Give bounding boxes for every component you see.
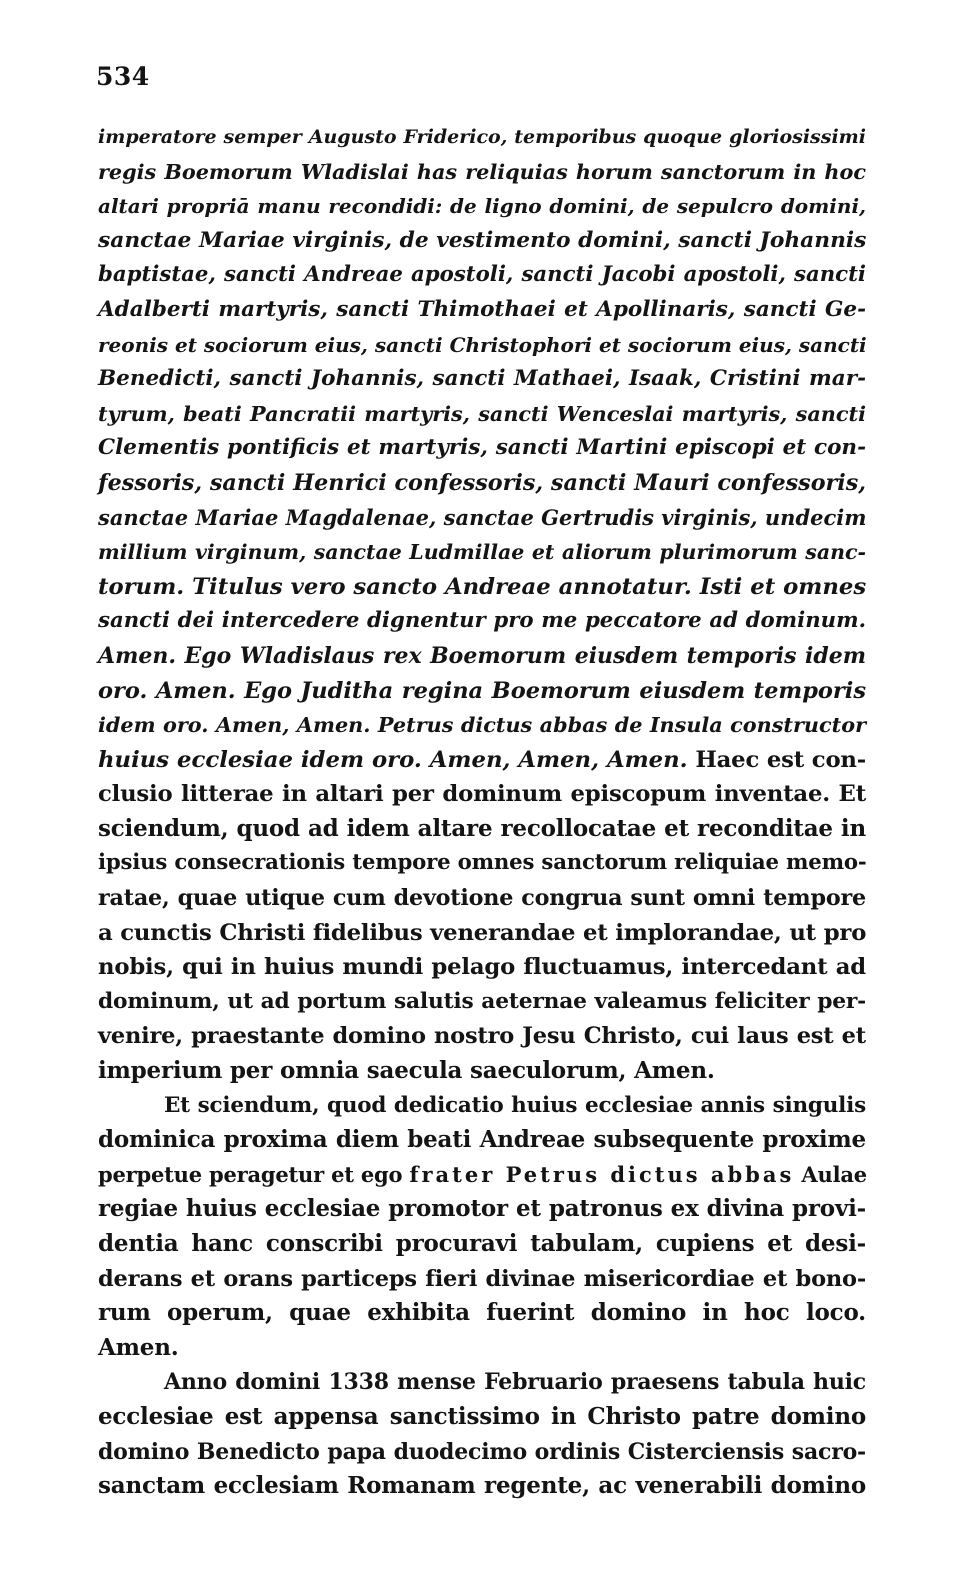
- italic-text-segment: baptistae, sancti Andreae apostoli, sancti Jacobi apostoli, sancti: [98, 262, 866, 288]
- text-line: [98, 674, 866, 709]
- page-number: 534: [96, 62, 150, 91]
- text-line: [98, 777, 866, 812]
- text-line: [98, 639, 866, 674]
- text-line: [98, 1192, 866, 1227]
- text-line: [98, 1089, 866, 1124]
- text-line: [98, 466, 866, 501]
- text-segment: rum operum, quae exhibita fuerint domino in hoc loco.: [98, 1299, 866, 1327]
- text-segment: clusio litterae in altari per dominum episcopum inventae. Et: [98, 781, 866, 808]
- text-line: [98, 1400, 866, 1435]
- text-line: [98, 224, 866, 259]
- text-line: [98, 1158, 866, 1193]
- text-line: [98, 431, 866, 466]
- text-line: [98, 812, 866, 847]
- italic-text-segment: Clementis pontificis et martyris, sancti Martini episcopi et con-: [98, 435, 866, 461]
- text-segment: sciendum, quod ad idem altare recollocatae et reconditae in: [98, 814, 866, 842]
- italic-text-segment: sancti dei intercedere dignentur pro me peccatore ad dominum.: [98, 608, 866, 634]
- italic-text-segment: fessoris, sancti Henrici confessoris, sancti Mauri confessoris,: [98, 469, 866, 496]
- text-segment: dominum, ut ad portum salutis aeternae valeamus feliciter per-: [98, 988, 866, 1014]
- text-line: [98, 1296, 866, 1331]
- body-text: [98, 120, 866, 1504]
- text-line: [98, 1227, 866, 1262]
- text-segment: Aulae: [794, 1161, 867, 1187]
- text-line: [98, 1262, 866, 1297]
- text-line: [98, 1331, 866, 1366]
- text-segment: dominica proxima diem beati Andreae subsequente proxime: [98, 1126, 866, 1154]
- italic-text-segment: sanctae Mariae Magdalenae, sanctae Gertrudis virginis, undecim: [98, 504, 867, 530]
- text-line: [98, 397, 866, 432]
- italic-text-segment: oro. Amen. Ego Juditha regina Boemorum eiusdem temporis: [98, 677, 866, 704]
- italic-text-segment: imperatore semper Augusto Friderico, temporibus quoque gloriosissimi: [98, 126, 866, 148]
- italic-text-segment: sanctae Mariae virginis, de vestimento domini, sancti Johannis: [98, 227, 867, 253]
- text-line: [98, 258, 866, 293]
- text-line: [98, 846, 866, 881]
- text-line: [98, 570, 866, 605]
- text-line: [98, 604, 866, 639]
- text-segment: derans et orans particeps fieri divinae misericordiae et bono-: [98, 1265, 866, 1292]
- italic-text-segment: idem oro. Amen, Amen. Petrus dictus abbas de Insula constructor: [98, 713, 866, 738]
- text-line: [98, 155, 866, 190]
- text-line: [98, 950, 866, 985]
- text-line: [98, 1435, 866, 1470]
- text-segment: ipsius consecrationis tempore omnes sanctorum reliquiae memo-: [98, 850, 867, 876]
- italic-text-segment: tyrum, beati Pancratii martyris, sancti Wenceslai martyris, sancti: [98, 401, 866, 426]
- text-segment: a cunctis Christi fidelibus venerandae et implorandae, ut pro: [98, 919, 867, 946]
- italic-text-segment: altari propriā manu recondidi: de ligno domini, de sepulcro domini,: [98, 194, 866, 219]
- italic-text-segment: millium virginum, sanctae Ludmillae et aliorum plurimorum sanc-: [98, 540, 866, 565]
- text-segment: ecclesiae est appensa sanctissimo in Christo patre domino: [98, 1402, 866, 1430]
- italic-text-segment: Amen. Ego Wladislaus rex Boemorum eiusdem temporis idem: [98, 642, 866, 669]
- text-line: [98, 120, 866, 155]
- text-line: [98, 1123, 866, 1158]
- text-line: [98, 743, 866, 778]
- text-line: [98, 328, 866, 363]
- text-line: [98, 916, 866, 951]
- text-line: [98, 293, 866, 328]
- text-line: [98, 362, 866, 397]
- text-segment: venire, praestante domino nostro Jesu Christo, cui laus est et: [98, 1023, 866, 1050]
- text-segment: domino Benedicto papa duodecimo ordinis Cisterciensis sacro-: [98, 1438, 866, 1465]
- text-segment: ratae, quae utique cum devotione congrua sunt omni tempore: [98, 885, 866, 912]
- text-segment: Et sciendum, quod dedicatio huius ecclesiae annis singulis: [164, 1092, 866, 1118]
- text-line: [98, 501, 866, 536]
- italic-text-segment: Adalberti martyris, sancti Thimothaei et Apollinaris, sancti Ge-: [98, 296, 866, 322]
- text-segment: perpetue peragetur et ego: [98, 1161, 410, 1187]
- text-segment: Anno domini 1338 mense Februario praesens tabula huic: [164, 1369, 866, 1396]
- text-line: [98, 1469, 866, 1504]
- text-segment: Haec est con-: [687, 746, 866, 773]
- text-segment: Amen.: [98, 1333, 179, 1361]
- text-line: [98, 535, 866, 570]
- italic-text-segment: Benedicti, sancti Johannis, sancti Mathaei, Isaak, Cristini mar-: [98, 366, 866, 392]
- italic-text-segment: huius ecclesiae idem oro. Amen, Amen, Amen.: [98, 746, 688, 773]
- text-line: [98, 1019, 866, 1054]
- text-line: [98, 1054, 866, 1089]
- text-segment: nobis, qui in huius mundi pelago fluctuamus, intercedant ad: [98, 954, 866, 981]
- text-segment: imperium per omnia saecula saeculorum, Amen.: [98, 1057, 715, 1085]
- text-line: [98, 708, 866, 743]
- text-line: [98, 985, 866, 1020]
- text-segment: frater Petrus dictus abbas: [409, 1161, 795, 1187]
- italic-text-segment: regis Boemorum Wladislai has reliquias horum sanctorum in hoc: [98, 159, 866, 184]
- italic-text-segment: reonis et sociorum eius, sancti Christophori et sociorum eius, sancti: [98, 332, 867, 357]
- text-line: [98, 881, 866, 916]
- text-line: [98, 189, 866, 224]
- text-segment: dentia hanc conscribi procuravi tabulam, cupiens et desi-: [98, 1230, 866, 1257]
- text-segment: regiae huius ecclesiae promotor et patronus ex divina provi-: [98, 1195, 866, 1223]
- text-line: [98, 1365, 866, 1400]
- italic-text-segment: torum. Titulus vero sancto Andreae annotatur. Isti et omnes: [98, 573, 867, 600]
- text-segment: sanctam ecclesiam Romanam regente, ac venerabili domino: [98, 1472, 866, 1500]
